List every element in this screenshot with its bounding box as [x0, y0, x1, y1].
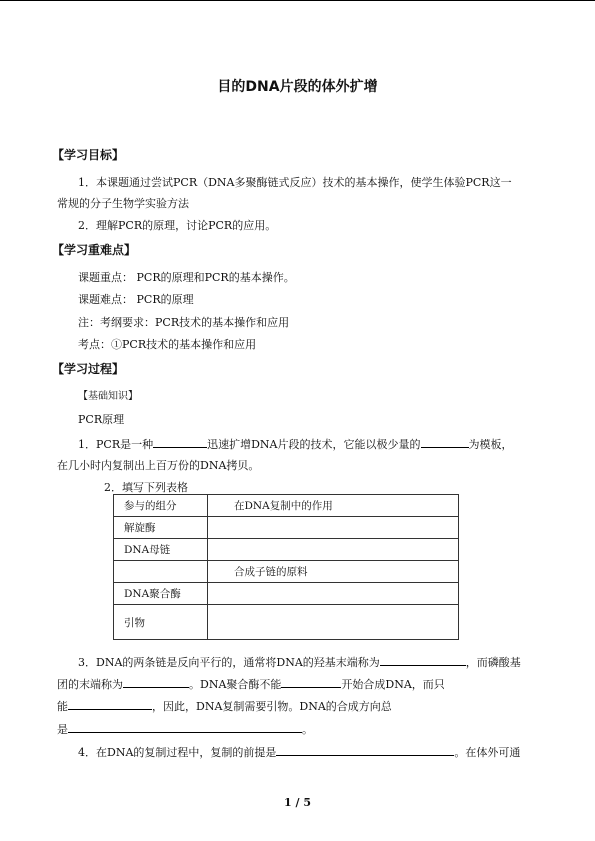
- q3-text-b: ，而磷酸基: [465, 656, 521, 669]
- table-header-row: [114, 495, 459, 517]
- table-cell-component: 引物: [114, 605, 208, 640]
- key-point: 课题重点： PCR的原理和PCR的基本操作。: [78, 271, 295, 284]
- q3-blank-1[interactable]: [380, 654, 466, 666]
- q4-blank-1[interactable]: [276, 744, 454, 756]
- table-header-component: 参与的组分: [114, 495, 208, 517]
- question-1-line-1: [78, 436, 513, 452]
- q1-text-c: 为模板，: [468, 438, 513, 451]
- q4-text-b: 。在体外可通: [454, 746, 521, 759]
- q3-text-c: 团的末端称为: [57, 678, 123, 691]
- q3-blank-2[interactable]: [123, 676, 189, 688]
- question-2: 2．填写下列表格: [104, 481, 188, 494]
- table-cell-role[interactable]: [208, 583, 459, 605]
- document-title: 目的DNA片段的体外扩增: [217, 79, 378, 95]
- question-1-line-2: 在几小时内复制出上百万份的DNA拷贝。: [57, 459, 260, 472]
- process-heading: 【学习过程】: [52, 362, 125, 376]
- q1-blank-1[interactable]: [153, 436, 207, 448]
- table-cell-component[interactable]: [114, 561, 208, 583]
- goals-heading: 【学习目标】: [52, 148, 125, 162]
- q3-blank-4[interactable]: [68, 698, 152, 710]
- exam-point: 考点：①PCR技术的基本操作和应用: [78, 338, 257, 351]
- q1-blank-2[interactable]: [421, 436, 469, 448]
- q3-blank-3[interactable]: [281, 676, 341, 688]
- table-row: [114, 583, 459, 605]
- question-4-line-1: [78, 744, 520, 760]
- table-row: [114, 517, 459, 539]
- q1-text-b: 迅速扩增DNA片段的技术，它能以极少量的: [207, 438, 421, 451]
- table-cell-component: DNA聚合酶: [114, 583, 208, 605]
- goal-item-1-line-2: 常规的分子生物学实验方法: [57, 197, 189, 210]
- table-cell-role: 合成子链的原料: [208, 561, 459, 583]
- q4-text-a: 4．在DNA的复制过程中，复制的前提是: [78, 746, 277, 759]
- question-3-line-3: [57, 698, 392, 714]
- q3-text-f: 能: [57, 700, 68, 713]
- table-cell-component: 解旋酶: [114, 517, 208, 539]
- q3-text-h: 是: [57, 723, 68, 736]
- table-cell-role[interactable]: [208, 539, 459, 561]
- fill-in-table: [113, 494, 459, 640]
- q1-text-a: 1．PCR是一种: [78, 438, 154, 451]
- q3-text-i: 。: [302, 723, 313, 736]
- goal-item-1-line-1: 1．本课题通过尝试PCR（DNA多聚酶链式反应）技术的基本操作，使学生体验PCR这一: [78, 176, 512, 189]
- keypoints-heading: 【学习重难点】: [52, 243, 137, 257]
- table-cell-role[interactable]: [208, 517, 459, 539]
- q3-text-a: 3．DNA的两条链是反向平行的，通常将DNA的羟基末端称为: [78, 656, 380, 669]
- table-row: [114, 539, 459, 561]
- page-number: 1 / 5: [284, 796, 311, 809]
- q3-text-d: 。DNA聚合酶不能: [189, 678, 282, 691]
- q3-text-g: ，因此，DNA复制需要引物。DNA的合成方向总: [152, 700, 392, 713]
- question-3-line-4: [57, 721, 313, 737]
- table-row: [114, 561, 459, 583]
- basic-knowledge-label: 【基础知识】: [78, 391, 138, 402]
- q3-blank-5[interactable]: [68, 721, 302, 733]
- page-top-border: [0, 0, 595, 1]
- syllabus-note: 注：考纲要求：PCR技术的基本操作和应用: [78, 316, 290, 329]
- table-row: [114, 605, 459, 640]
- table-cell-role[interactable]: [208, 605, 459, 640]
- pcr-principle-label: PCR原理: [78, 413, 125, 426]
- table-header-role: 在DNA复制中的作用: [208, 495, 459, 517]
- table-cell-component: DNA母链: [114, 539, 208, 561]
- goal-item-2: 2．理解PCR的原理，讨论PCR的应用。: [78, 219, 277, 232]
- q3-text-e: 开始合成DNA，而只: [341, 678, 445, 691]
- question-3-line-1: [78, 654, 521, 670]
- question-3-line-2: [57, 676, 445, 692]
- hard-point: 课题难点： PCR的原理: [78, 293, 194, 306]
